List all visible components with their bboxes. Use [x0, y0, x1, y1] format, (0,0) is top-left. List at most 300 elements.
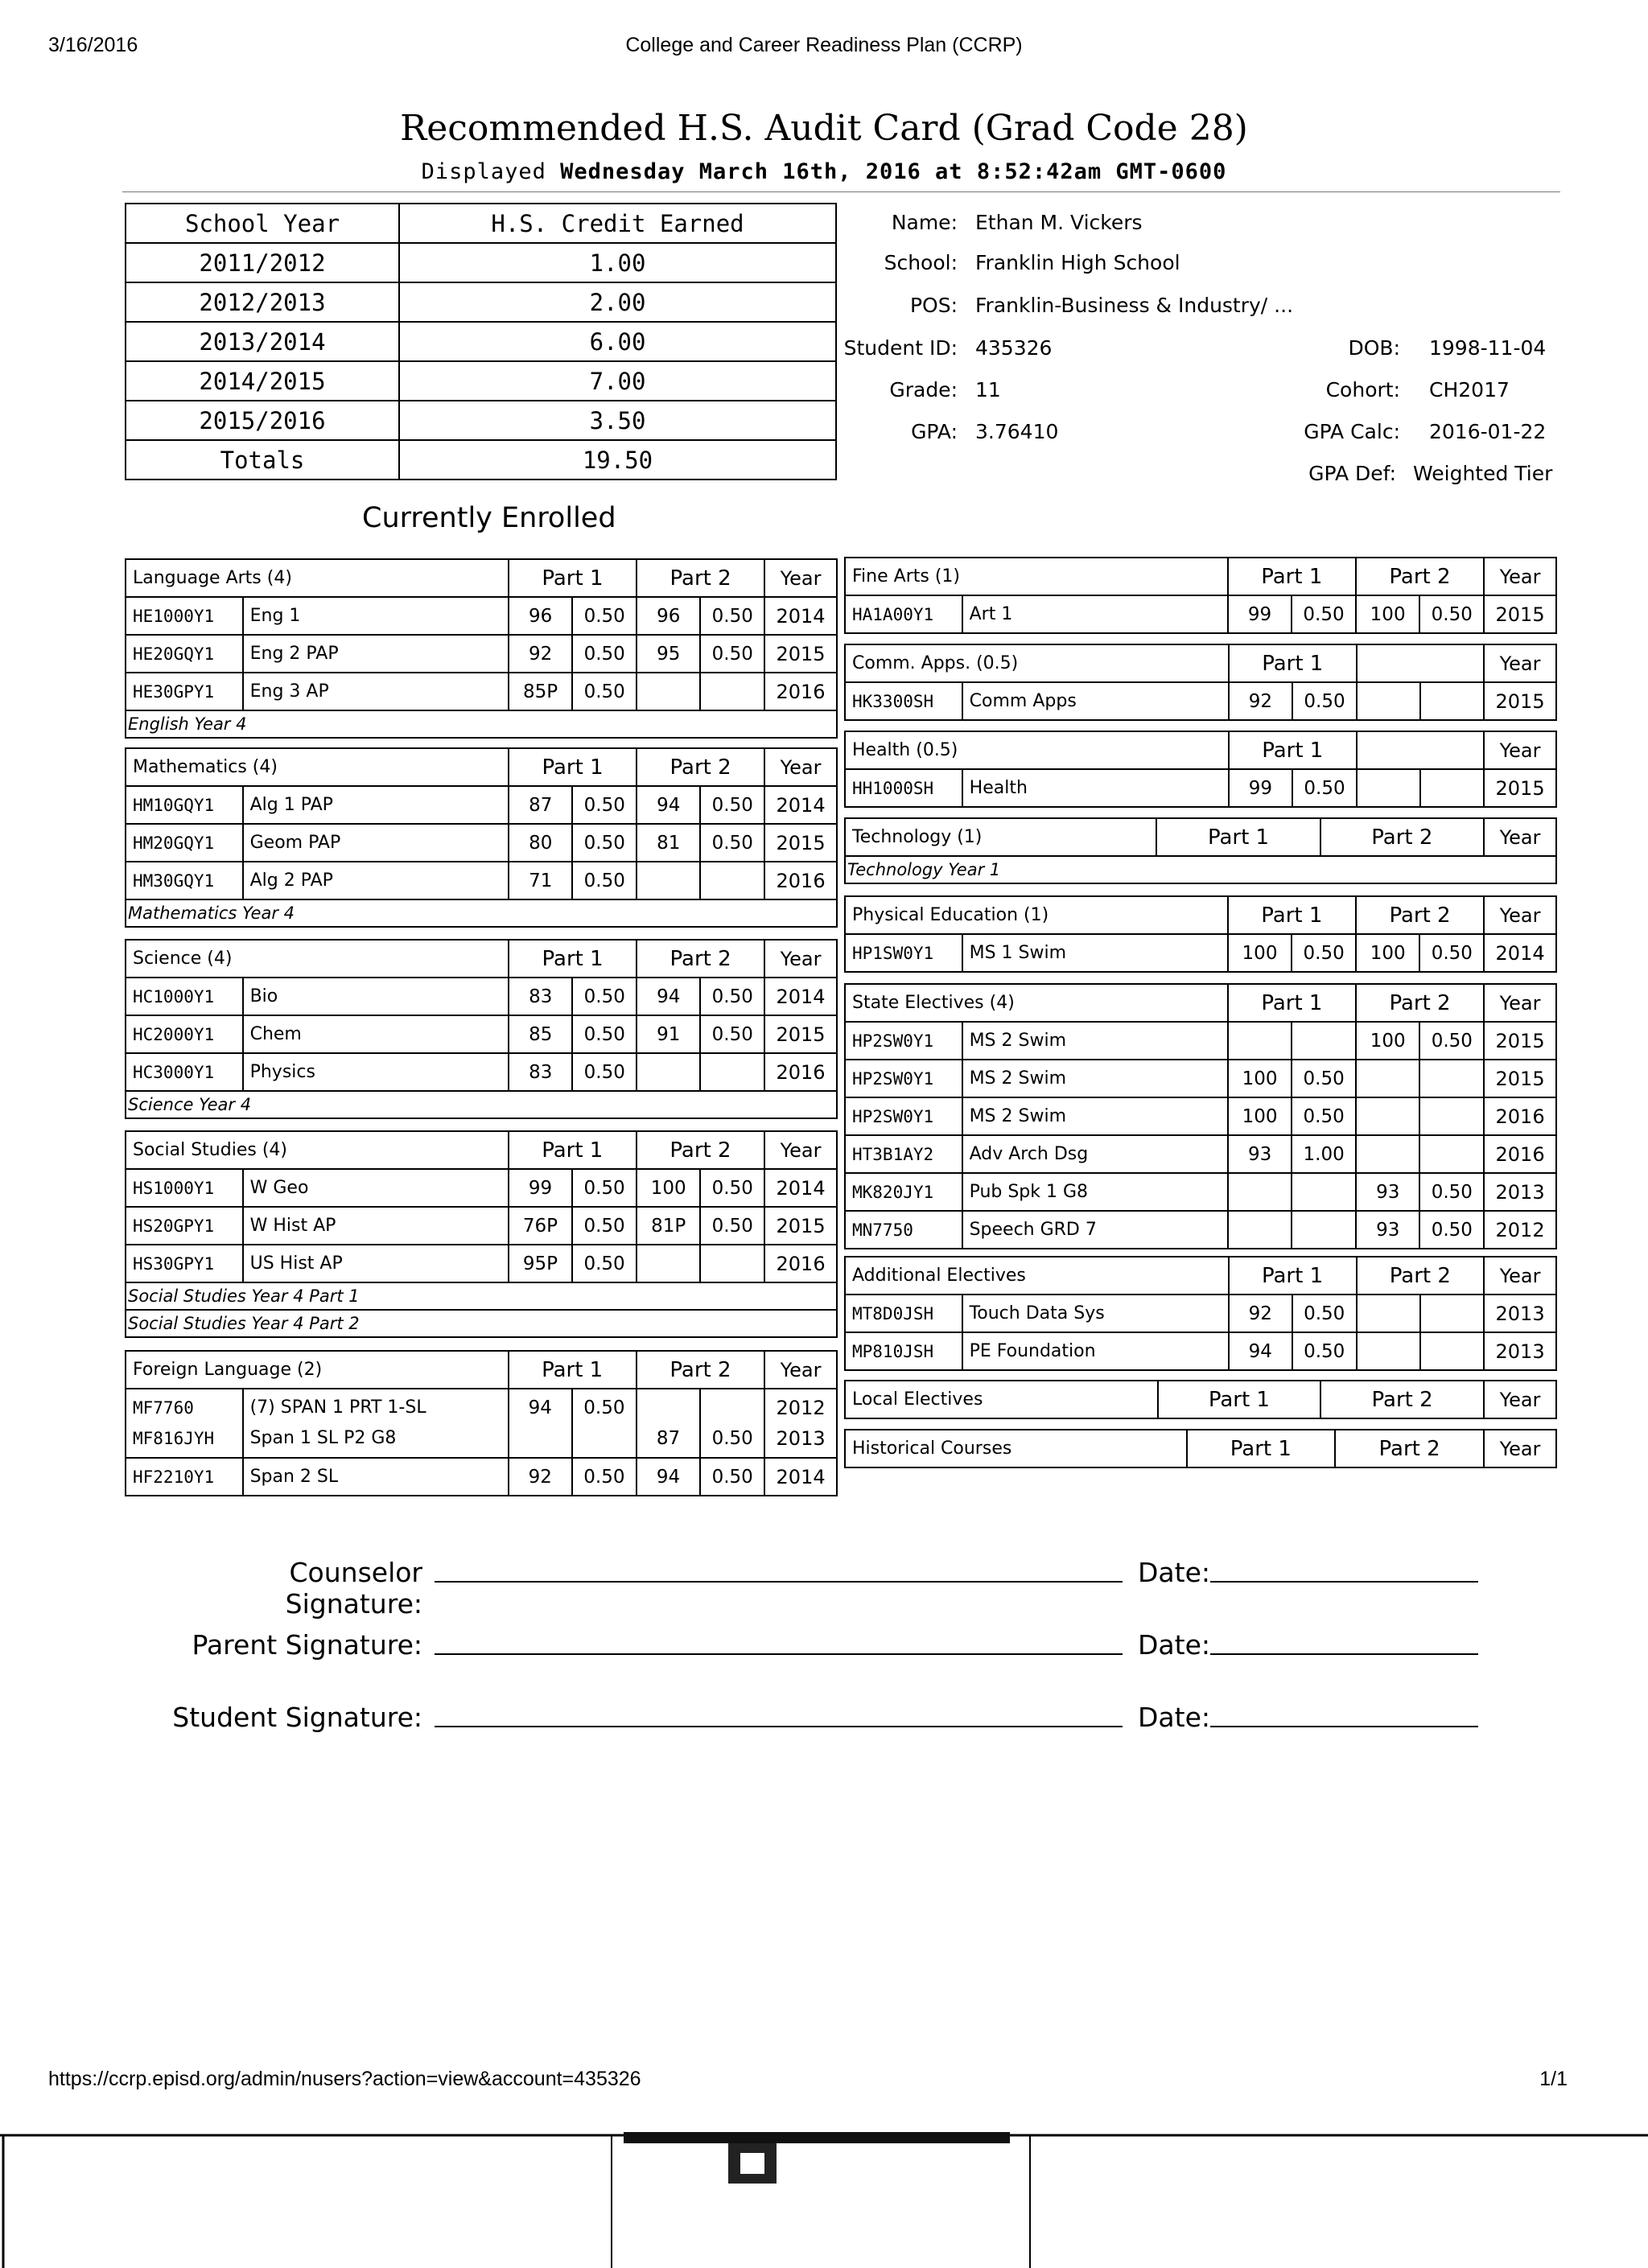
part2-grade: 100 — [1356, 1022, 1420, 1060]
course-section — [125, 1350, 838, 1496]
course-name: (7) SPAN 1 PRT 1-SL — [249, 1397, 426, 1418]
part1-grade: 92 — [509, 635, 573, 673]
part1-grade: 94 — [528, 1397, 552, 1418]
part1-header: Part 1 — [509, 748, 637, 786]
course-name: Adv Arch Dsg — [962, 1135, 1228, 1173]
part1-grade: 87 — [509, 786, 572, 824]
credits-earned: 7.00 — [399, 361, 836, 401]
credits-row — [126, 401, 836, 440]
course-name: Physics — [243, 1053, 509, 1091]
part1-credit: 0.50 — [572, 1245, 637, 1282]
counselor-signature-line[interactable] — [435, 1581, 1123, 1583]
credits-school-year: 2012/2013 — [126, 282, 399, 322]
course-code: HT3B1AY2 — [845, 1135, 962, 1173]
part2-credit: 0.50 — [700, 1169, 764, 1207]
part2-grade: 100 — [637, 1169, 701, 1207]
section-note: Science Year 4 — [126, 1091, 837, 1118]
part1-header: Part 1 — [1229, 731, 1357, 769]
counselor-date-line[interactable] — [1210, 1581, 1478, 1583]
part2-credit — [700, 862, 764, 899]
displayed-prefix: Displayed — [421, 159, 546, 184]
part1-credit: 0.50 — [1292, 595, 1356, 633]
part1-credit — [1292, 1173, 1356, 1211]
section-note-row — [126, 899, 837, 927]
course-section — [844, 1256, 1557, 1371]
part2-grade — [644, 1393, 693, 1423]
course-section — [125, 747, 838, 928]
course-year: 2015 — [764, 635, 837, 673]
name-label: Name: — [891, 211, 958, 234]
course-code: HM30GQY1 — [126, 862, 243, 899]
part2-credit-cell — [700, 1389, 764, 1458]
section-header-row — [126, 748, 837, 786]
part2-credit: 0.50 — [700, 1458, 764, 1496]
part2-grade: 100 — [1356, 934, 1420, 972]
part2-grade — [637, 1245, 701, 1282]
course-section — [844, 895, 1557, 973]
student-pos: Franklin-Business & Industry/ ... — [975, 294, 1294, 317]
section-note: English Year 4 — [126, 710, 837, 738]
part1-credit: 0.50 — [1292, 934, 1356, 972]
part1-header: Part 1 — [509, 1351, 637, 1389]
course-year: 2013 — [1484, 1295, 1556, 1332]
course-code: HM10GQY1 — [126, 786, 243, 824]
section-note-row — [845, 856, 1556, 883]
credits-row — [126, 282, 836, 322]
course-code: HC2000Y1 — [126, 1015, 243, 1053]
part2-grade: 91 — [637, 1015, 700, 1053]
course-code: HS30GPY1 — [126, 1245, 243, 1282]
student-signature-label: Student Signature: — [172, 1702, 422, 1733]
part2-credit: 0.50 — [700, 824, 764, 862]
print-title: College and Career Readiness Plan (CCRP) — [625, 34, 1023, 56]
student-cohort: CH2017 — [1429, 378, 1510, 401]
course-row — [845, 769, 1556, 807]
student-school: Franklin High School — [975, 251, 1180, 274]
course-section — [844, 557, 1557, 634]
part2-grade — [1356, 1097, 1420, 1135]
part2-grade: 81 — [637, 824, 700, 862]
part1-credit: 0.50 — [572, 1458, 637, 1496]
credits-row — [126, 440, 836, 480]
course-row — [126, 635, 837, 673]
part2-credit — [1419, 1060, 1484, 1097]
part2-grade: 94 — [637, 978, 700, 1015]
part2-credit — [700, 1053, 764, 1091]
part1-header: Part 1 — [1156, 818, 1320, 856]
student-signature-line[interactable] — [435, 1726, 1123, 1727]
part1-credit: 0.50 — [1292, 1332, 1357, 1370]
course-code: HM20GQY1 — [126, 824, 243, 862]
course-row — [845, 1173, 1556, 1211]
course-code: HC3000Y1 — [126, 1053, 243, 1091]
gpa-calc-label: GPA Calc: — [1304, 420, 1400, 443]
section-header-row — [845, 644, 1556, 682]
section-title: Historical Courses — [845, 1430, 1187, 1467]
course-code: HE1000Y1 — [126, 597, 243, 635]
part2-header: Part 2 — [637, 748, 764, 786]
part2-credit: 0.50 — [700, 978, 764, 1015]
course-name: MS 2 Swim — [962, 1060, 1228, 1097]
part1-grade: 100 — [1228, 1097, 1292, 1135]
part2-grade: 94 — [637, 1458, 700, 1496]
course-code: HF2210Y1 — [126, 1458, 243, 1496]
section-note-row — [126, 1091, 837, 1118]
part2-grade — [637, 673, 700, 710]
course-name: Health — [962, 769, 1229, 807]
course-code: HA1A00Y1 — [845, 595, 962, 633]
course-row — [126, 597, 837, 635]
course-year: 2013 — [1484, 1173, 1556, 1211]
course-code: HC1000Y1 — [126, 978, 243, 1015]
section-header-row — [126, 559, 837, 597]
part1-grade-cell — [509, 1389, 572, 1458]
course-code: MT8D0JSH — [845, 1295, 962, 1332]
part2-credit — [700, 1245, 764, 1282]
course-year: 2014 — [764, 786, 837, 824]
year-header: Year — [1484, 644, 1556, 682]
part2-credit — [1420, 682, 1484, 720]
year-header: Year — [1484, 731, 1556, 769]
part1-credit: 0.50 — [572, 786, 637, 824]
section-header-row — [845, 731, 1556, 769]
part1-credit: 0.50 — [572, 673, 637, 710]
course-row — [126, 1053, 837, 1091]
part1-grade: 92 — [509, 1458, 572, 1496]
course-name-cell — [243, 1389, 509, 1458]
part1-grade: 92 — [1229, 1295, 1292, 1332]
course-row — [126, 786, 837, 824]
course-name: Bio — [243, 978, 509, 1015]
course-code: HP2SW0Y1 — [845, 1060, 962, 1097]
course-row — [845, 934, 1556, 972]
parent-signature-line[interactable] — [435, 1653, 1123, 1655]
part1-grade: 76P — [509, 1207, 573, 1245]
part2-grade — [1357, 1332, 1420, 1370]
parent-date-line[interactable] — [1210, 1653, 1478, 1655]
part1-credit: 0.50 — [572, 862, 637, 899]
part1-grade — [1228, 1173, 1292, 1211]
course-year: 2015 — [1484, 595, 1556, 633]
year-header: Year — [1484, 1430, 1556, 1467]
year-header: Year — [1484, 896, 1556, 934]
credits-earned: 2.00 — [399, 282, 836, 322]
part1-grade: 92 — [1229, 682, 1292, 720]
section-note: Social Studies Year 4 Part 1 — [126, 1282, 837, 1310]
part2-grade — [1357, 682, 1420, 720]
part2-credit: 0.50 — [700, 1207, 764, 1245]
part2-header: Part 2 — [637, 940, 764, 978]
scan-border-artifact — [0, 2132, 1648, 2268]
part2-header: Part 2 — [637, 559, 764, 597]
credits-table — [125, 203, 837, 480]
course-section — [844, 1380, 1557, 1419]
course-name: Touch Data Sys — [962, 1295, 1229, 1332]
course-name: Alg 2 PAP — [243, 862, 509, 899]
course-name: Geom PAP — [243, 824, 509, 862]
part1-credit: 0.50 — [1292, 1060, 1356, 1097]
part1-credit: 0.50 — [583, 1397, 625, 1418]
section-note: Technology Year 1 — [845, 856, 1556, 883]
course-code: MK820JY1 — [845, 1173, 962, 1211]
year-header: Year — [764, 748, 837, 786]
part1-header: Part 1 — [1158, 1381, 1321, 1418]
part1-credit — [1292, 1211, 1356, 1249]
part1-credit: 0.50 — [572, 824, 637, 862]
course-code: HH1000SH — [845, 769, 962, 807]
part1-credit — [1292, 1022, 1356, 1060]
course-year: 2013 — [776, 1427, 826, 1450]
part2-credit — [1420, 1295, 1484, 1332]
course-year: 2016 — [764, 862, 837, 899]
section-note-row — [126, 710, 837, 738]
student-grade: 11 — [975, 378, 1001, 401]
part1-header: Part 1 — [509, 559, 637, 597]
course-row — [126, 824, 837, 862]
year-header: Year — [764, 1351, 837, 1389]
part2-credit — [1419, 1135, 1484, 1173]
course-row — [126, 1207, 837, 1245]
course-name: Alg 1 PAP — [243, 786, 509, 824]
part1-credit: 0.50 — [572, 635, 637, 673]
section-header-row — [845, 896, 1556, 934]
course-section — [844, 1429, 1557, 1468]
part1-credit: 0.50 — [1292, 1295, 1357, 1332]
course-year: 2014 — [764, 1458, 837, 1496]
course-row — [126, 1015, 837, 1053]
course-name: Speech GRD 7 — [962, 1211, 1228, 1249]
year-header: Year — [1484, 984, 1556, 1022]
part1-credit-cell — [572, 1389, 637, 1458]
credits-earned: 19.50 — [399, 440, 836, 480]
part2-credit: 0.50 — [700, 1015, 764, 1053]
gpa-definition: Weighted Tier — [1413, 462, 1553, 485]
title-divider — [122, 191, 1560, 192]
student-date-line[interactable] — [1210, 1726, 1478, 1727]
part2-credit — [700, 673, 764, 710]
course-code: HP1SW0Y1 — [845, 934, 962, 972]
section-header-row — [126, 940, 837, 978]
credits-school-year: 2015/2016 — [126, 401, 399, 440]
part1-credit: 0.50 — [572, 978, 637, 1015]
course-code: HE20GQY1 — [126, 635, 243, 673]
section-title: Comm. Apps. (0.5) — [845, 644, 1229, 682]
course-section — [844, 731, 1557, 808]
section-note: Mathematics Year 4 — [126, 899, 837, 927]
part2-grade — [637, 1053, 700, 1091]
parent-date-label: Date: — [1138, 1629, 1210, 1661]
course-name: US Hist AP — [243, 1245, 509, 1282]
course-name: Span 1 SL P2 G8 — [249, 1428, 397, 1448]
course-row — [126, 1458, 837, 1496]
course-name: W Geo — [243, 1169, 509, 1207]
course-section — [844, 644, 1557, 721]
part1-credit: 0.50 — [572, 1169, 637, 1207]
part1-header: Part 1 — [1229, 1257, 1357, 1295]
course-row — [126, 862, 837, 899]
part2-credit: 0.50 — [1419, 1211, 1484, 1249]
course-year: 2013 — [1484, 1332, 1556, 1370]
course-row — [845, 1295, 1556, 1332]
course-year: 2012 — [1484, 1211, 1556, 1249]
course-name: Eng 2 PAP — [243, 635, 509, 673]
credits-school-year: 2011/2012 — [126, 243, 399, 282]
part1-grade: 100 — [1228, 934, 1292, 972]
student-gpa: 3.76410 — [975, 420, 1059, 443]
credits-school-year: Totals — [126, 440, 399, 480]
year-header: Year — [1484, 818, 1556, 856]
section-header-row — [845, 818, 1556, 856]
part2-grade-cell — [637, 1389, 700, 1458]
course-name: Eng 1 — [243, 597, 509, 635]
course-code: MP810JSH — [845, 1332, 962, 1370]
credits-header-earned: H.S. Credit Earned — [399, 204, 836, 243]
part2-header: Part 2 — [1320, 1381, 1484, 1418]
year-header: Year — [764, 1131, 837, 1169]
course-row — [845, 595, 1556, 633]
part2-credit: 0.50 — [1419, 595, 1484, 633]
course-code: HP2SW0Y1 — [845, 1022, 962, 1060]
course-row — [126, 1169, 837, 1207]
part1-grade: 99 — [509, 1169, 573, 1207]
part2-header: Part 2 — [1356, 558, 1484, 595]
credits-earned: 6.00 — [399, 322, 836, 361]
part1-grade — [1228, 1211, 1292, 1249]
year-header: Year — [764, 940, 837, 978]
course-name: MS 2 Swim — [962, 1022, 1228, 1060]
gpa-calc-date: 2016-01-22 — [1429, 420, 1547, 443]
course-year: 2016 — [1484, 1135, 1556, 1173]
year-header: Year — [1484, 558, 1556, 595]
course-row — [845, 1135, 1556, 1173]
credits-row — [126, 322, 836, 361]
part2-header-empty — [1357, 644, 1484, 682]
part2-grade: 93 — [1356, 1173, 1420, 1211]
part1-grade — [1228, 1022, 1292, 1060]
course-year: 2014 — [764, 597, 837, 635]
section-header-row — [845, 1381, 1556, 1418]
section-note: Social Studies Year 4 Part 2 — [126, 1310, 837, 1337]
part1-grade: 95P — [509, 1245, 573, 1282]
part2-grade: 96 — [637, 597, 700, 635]
part1-grade: 93 — [1228, 1135, 1292, 1173]
displayed-datetime: Wednesday March 16th, 2016 at 8:52:42am GMT-0600 — [560, 159, 1227, 184]
part2-grade: 87 — [656, 1428, 681, 1449]
part2-credit: 0.50 — [711, 1428, 753, 1449]
section-title: Language Arts (4) — [126, 559, 509, 597]
section-note-row — [126, 1282, 837, 1310]
part1-credit: 0.50 — [1292, 1097, 1356, 1135]
part1-credit: 1.00 — [1292, 1135, 1356, 1173]
part1-header: Part 1 — [1228, 984, 1356, 1022]
part2-grade — [1357, 769, 1420, 807]
course-year: 2015 — [1484, 1022, 1556, 1060]
part2-header: Part 2 — [637, 1351, 764, 1389]
course-row — [126, 673, 837, 710]
section-title: Social Studies (4) — [126, 1131, 509, 1169]
course-row — [845, 1097, 1556, 1135]
student-name: Ethan M. Vickers — [975, 211, 1143, 234]
section-header-row — [126, 1351, 837, 1389]
course-year: 2014 — [764, 978, 837, 1015]
part2-grade: 94 — [637, 786, 700, 824]
course-code: HK3300SH — [845, 682, 962, 720]
part1-header: Part 1 — [1229, 644, 1357, 682]
part1-credit: 0.50 — [572, 1207, 637, 1245]
course-section — [844, 983, 1557, 1249]
part1-grade — [516, 1423, 565, 1454]
course-name: W Hist AP — [243, 1207, 509, 1245]
section-title: Additional Electives — [845, 1257, 1229, 1295]
part1-grade: 100 — [1228, 1060, 1292, 1097]
section-header-row — [845, 1430, 1556, 1467]
part2-credit: 0.50 — [700, 597, 764, 635]
course-name: PE Foundation — [962, 1332, 1229, 1370]
part1-header: Part 1 — [509, 1131, 637, 1169]
parent-signature-label: Parent Signature: — [192, 1629, 422, 1661]
course-code: HS1000Y1 — [126, 1169, 243, 1207]
part1-header: Part 1 — [509, 940, 637, 978]
displayed-timestamp — [0, 159, 1648, 184]
course-code-cell — [126, 1389, 243, 1458]
section-header-row — [126, 1131, 837, 1169]
part2-grade — [637, 862, 700, 899]
part1-grade: 83 — [509, 978, 572, 1015]
part2-grade — [1356, 1060, 1420, 1097]
section-header-row — [845, 1257, 1556, 1295]
student-dob: 1998-11-04 — [1429, 336, 1547, 360]
part2-credit — [1420, 1332, 1484, 1370]
gpa-label: GPA: — [911, 420, 958, 443]
part1-grade: 85P — [509, 673, 573, 710]
part2-header-empty — [1357, 731, 1484, 769]
credits-header-row — [126, 204, 836, 243]
section-title: Science (4) — [126, 940, 509, 978]
part2-header: Part 2 — [637, 1131, 764, 1169]
section-title: Fine Arts (1) — [845, 558, 1228, 595]
part2-credit: 0.50 — [700, 786, 764, 824]
part2-header: Part 2 — [1356, 896, 1484, 934]
part1-credit: 0.50 — [1292, 769, 1357, 807]
pos-label: POS: — [909, 294, 958, 317]
course-code: MF816JYH — [133, 1429, 215, 1448]
section-title: Physical Education (1) — [845, 896, 1228, 934]
course-code: MN7750 — [845, 1211, 962, 1249]
course-year: 2016 — [764, 1053, 837, 1091]
section-title: State Electives (4) — [845, 984, 1228, 1022]
part2-credit — [1420, 769, 1484, 807]
course-code: HP2SW0Y1 — [845, 1097, 962, 1135]
part2-grade — [1356, 1135, 1420, 1173]
course-name: Eng 3 AP — [243, 673, 509, 710]
part1-grade: 83 — [509, 1053, 572, 1091]
section-header-row — [845, 984, 1556, 1022]
part2-header: Part 2 — [1335, 1430, 1484, 1467]
section-title: Technology (1) — [845, 818, 1156, 856]
student-id: 435326 — [975, 336, 1053, 360]
course-name: Pub Spk 1 G8 — [962, 1173, 1228, 1211]
credits-earned: 1.00 — [399, 243, 836, 282]
course-section — [125, 939, 838, 1119]
part2-credit: 0.50 — [700, 635, 764, 673]
course-year-cell — [764, 1389, 837, 1458]
cohort-label: Cohort: — [1325, 378, 1400, 401]
course-name: Chem — [243, 1015, 509, 1053]
year-header: Year — [1484, 1257, 1556, 1295]
part1-grade: 85 — [509, 1015, 572, 1053]
part1-grade: 71 — [509, 862, 572, 899]
part1-grade: 80 — [509, 824, 572, 862]
